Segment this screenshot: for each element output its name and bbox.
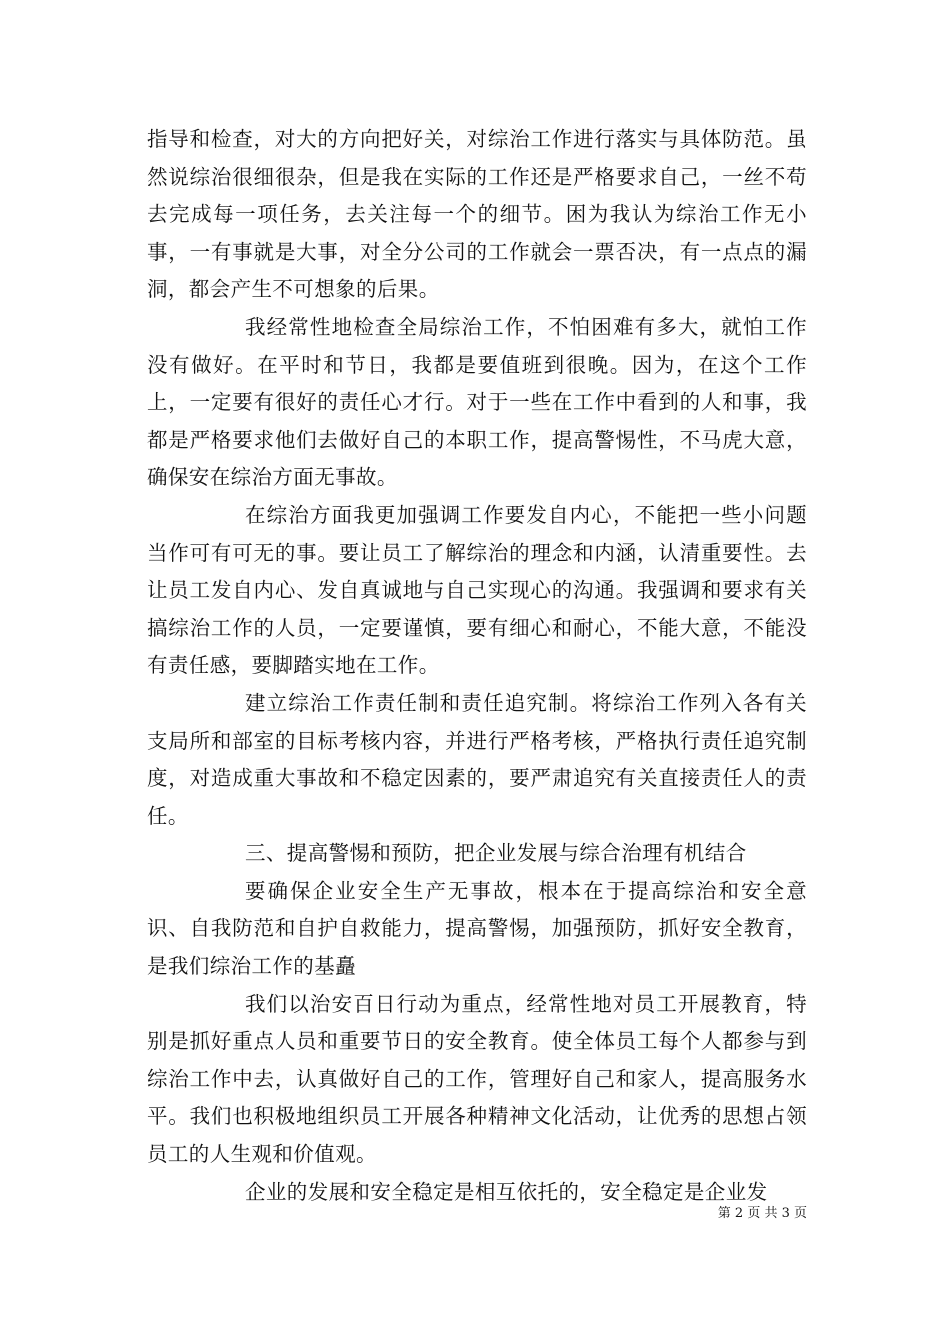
document-body: [147, 121, 807, 1211]
page-number-footer: 第 2 页 共 3 页: [717, 1206, 807, 1221]
paragraph-5: 要确保企业安全生产无事故，根本在于提高综治和安全意识、自我防范和自护自救能力，提高警惕，加强预防，抓好安全教育，是我们综治工作的基矗: [147, 878, 807, 979]
paragraph-2: 我经常性地检查全局综治工作，不怕困难有多大，就怕工作没有做好。在平时和节日，我都是要值班到很晚。因为，在这个工作上，一定要有很好的责任心才行。对于一些在工作中看到的人和事，我都是严格要求他们去做好自己的本职工作，提高警惕性，不马虎大意，确保安在综治方面无事故。: [147, 314, 807, 490]
paragraph-6: 我们以治安百日行动为重点，经常性地对员工开展教育，特别是抓好重点人员和重要节日的安全教育。使全体员工每个人都参与到综治工作中去，认真做好自己的工作，管理好自己和家人，提高服务水平。我们也积极地组织员工开展各种精神文化活动，让优秀的思想占领员工的人生观和价值观。: [147, 991, 807, 1167]
paragraph-3: 在综治方面我更加强调工作要发自内心，不能把一些小问题当作可有可无的事。要让员工了解综治的理念和内涵，认清重要性。去让员工发自内心、发自真诚地与自己实现心的沟通。我强调和要求有关搞综治工作的人员，一定要谨慎，要有细心和耐心，不能大意，不能没有责任感，要脚踏实地在工作。: [147, 502, 807, 678]
paragraph-1: 指导和检查，对大的方向把好关，对综治工作进行落实与具体防范。虽然说综治很细很杂，但是我在实际的工作还是严格要求自己，一丝不苟去完成每一项任务，去关注每一个的细节。困为我认为综治工作无小事，一有事就是大事，对全分公司的工作就会一票否决，有一点点的漏洞，都会产生不可想象的后果。: [147, 127, 807, 302]
paragraph-4: 建立综治工作责任制和责任追究制。将综治工作列入各有关支局所和部室的目标考核内容，并进行严格考核，严格执行责任追究制度，对造成重大事故和不稳定因素的，要严肃追究有关直接责任人的责任。: [147, 690, 807, 828]
paragraph-7: 企业的发展和安全稳定是相互依托的，安全稳定是企业发: [245, 1179, 768, 1204]
section-heading-3: 三、提高警惕和预防，把企业发展与综合治理有机结合: [245, 841, 747, 866]
